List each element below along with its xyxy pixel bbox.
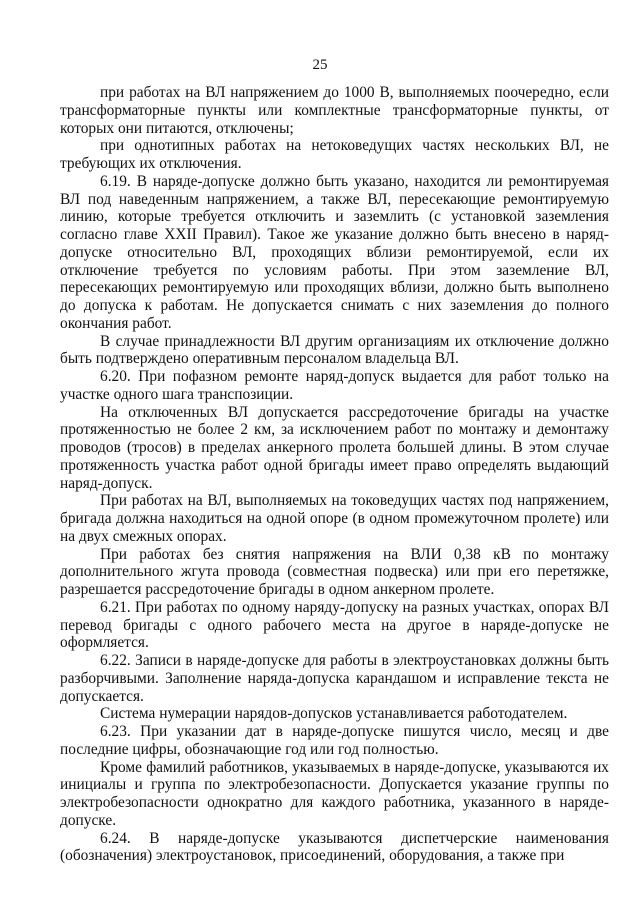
paragraph: 6.23. При указании дат в наряде-допуске пишутся число, месяц и две последние цифры, обозначающие год или год полностью. <box>60 723 609 758</box>
paragraph: 6.21. При работах по одному наряду-допуску на разных участках, опорах ВЛ перевод бригады с одного рабочего места на другое в наряде-допуске не оформляется. <box>60 598 609 652</box>
paragraph: В случае принадлежности ВЛ другим организациям их отключение должно быть подтверждено оперативным персоналом владельца ВЛ. <box>60 332 609 368</box>
document-body <box>60 84 609 865</box>
paragraph: 6.20. При пофазном ремонте наряд-допуск выдается для работ только на участке одного шага транспозиции. <box>60 368 609 403</box>
paragraph: Система нумерации нарядов-допусков устанавливается работодателем. <box>100 705 568 723</box>
paragraph: Кроме фамилий работников, указываемых в наряде-допуске, указываются их инициалы и группа по электробезопасности. Допускается указание группы по электробезопасности однократно для каждого работника, указанного в наряде-допуске. <box>60 758 609 829</box>
paragraph: При работах на ВЛ, выполняемых на токоведущих частях под напряжением, бригада должна находиться на одной опоре (в одном промежуточном пролете) или на двух смежных опорах. <box>60 492 609 545</box>
paragraph: при однотипных работах на нетоковедущих частях нескольких ВЛ, не требующих их отключения. <box>60 137 609 172</box>
paragraph: На отключенных ВЛ допускается рассредоточение бригады на участке протяженностью не более 2 км, за исключением работ по монтажу и демонтажу проводов (тросов) в пределах анкерного пролета большей длины. В этом случае протяженность участка работ одной бригады имеет право определять выдающий наряд-допуск. <box>60 403 609 492</box>
paragraph: 6.19. В наряде-допуске должно быть указано, находится ли ремонтируемая ВЛ под наведенным напряжением, а также ВЛ, пересекающие ремонтируемую линию, которые требуется отключить и заземлить (с установкой заземления согласно главе XXII Правил). Такое же указание должно быть внесено в наряд-допуске относительно ВЛ, проходящих вблизи ремонтируемой, если их отключение требуется по условиям работы. При этом заземление ВЛ, пересекающих ремонтируемую или проходящих вблизи, должно быть выполнено до допуска к работам. Не допускается снимать с них заземления до полного окончания работ. <box>60 172 609 332</box>
paragraph: 6.22. Записи в наряде-допуске для работы в электроустановках должны быть разборчивыми. Заполнение наряда-допуска карандашом и исправление текста не допускается. <box>60 652 609 705</box>
page-number: 25 <box>312 57 328 73</box>
paragraph: При работах без снятия напряжения на ВЛИ 0,38 кВ по монтажу дополнительного жгута провода (совместная подвеска) или при его перетяжке, разрешается рассредоточение бригады в одном анкерном пролете. <box>60 545 609 598</box>
paragraph: при работах на ВЛ напряжением до 1000 В, выполняемых поочередно, если трансформаторные пункты или комплектные трансформаторные пункты, от которых они питаются, отключены; <box>60 84 609 137</box>
paragraph: 6.24. В наряде-допуске указываются диспетчерские наименования (обозначения) электроустановок, присоединений, оборудования, а также при <box>60 829 609 865</box>
